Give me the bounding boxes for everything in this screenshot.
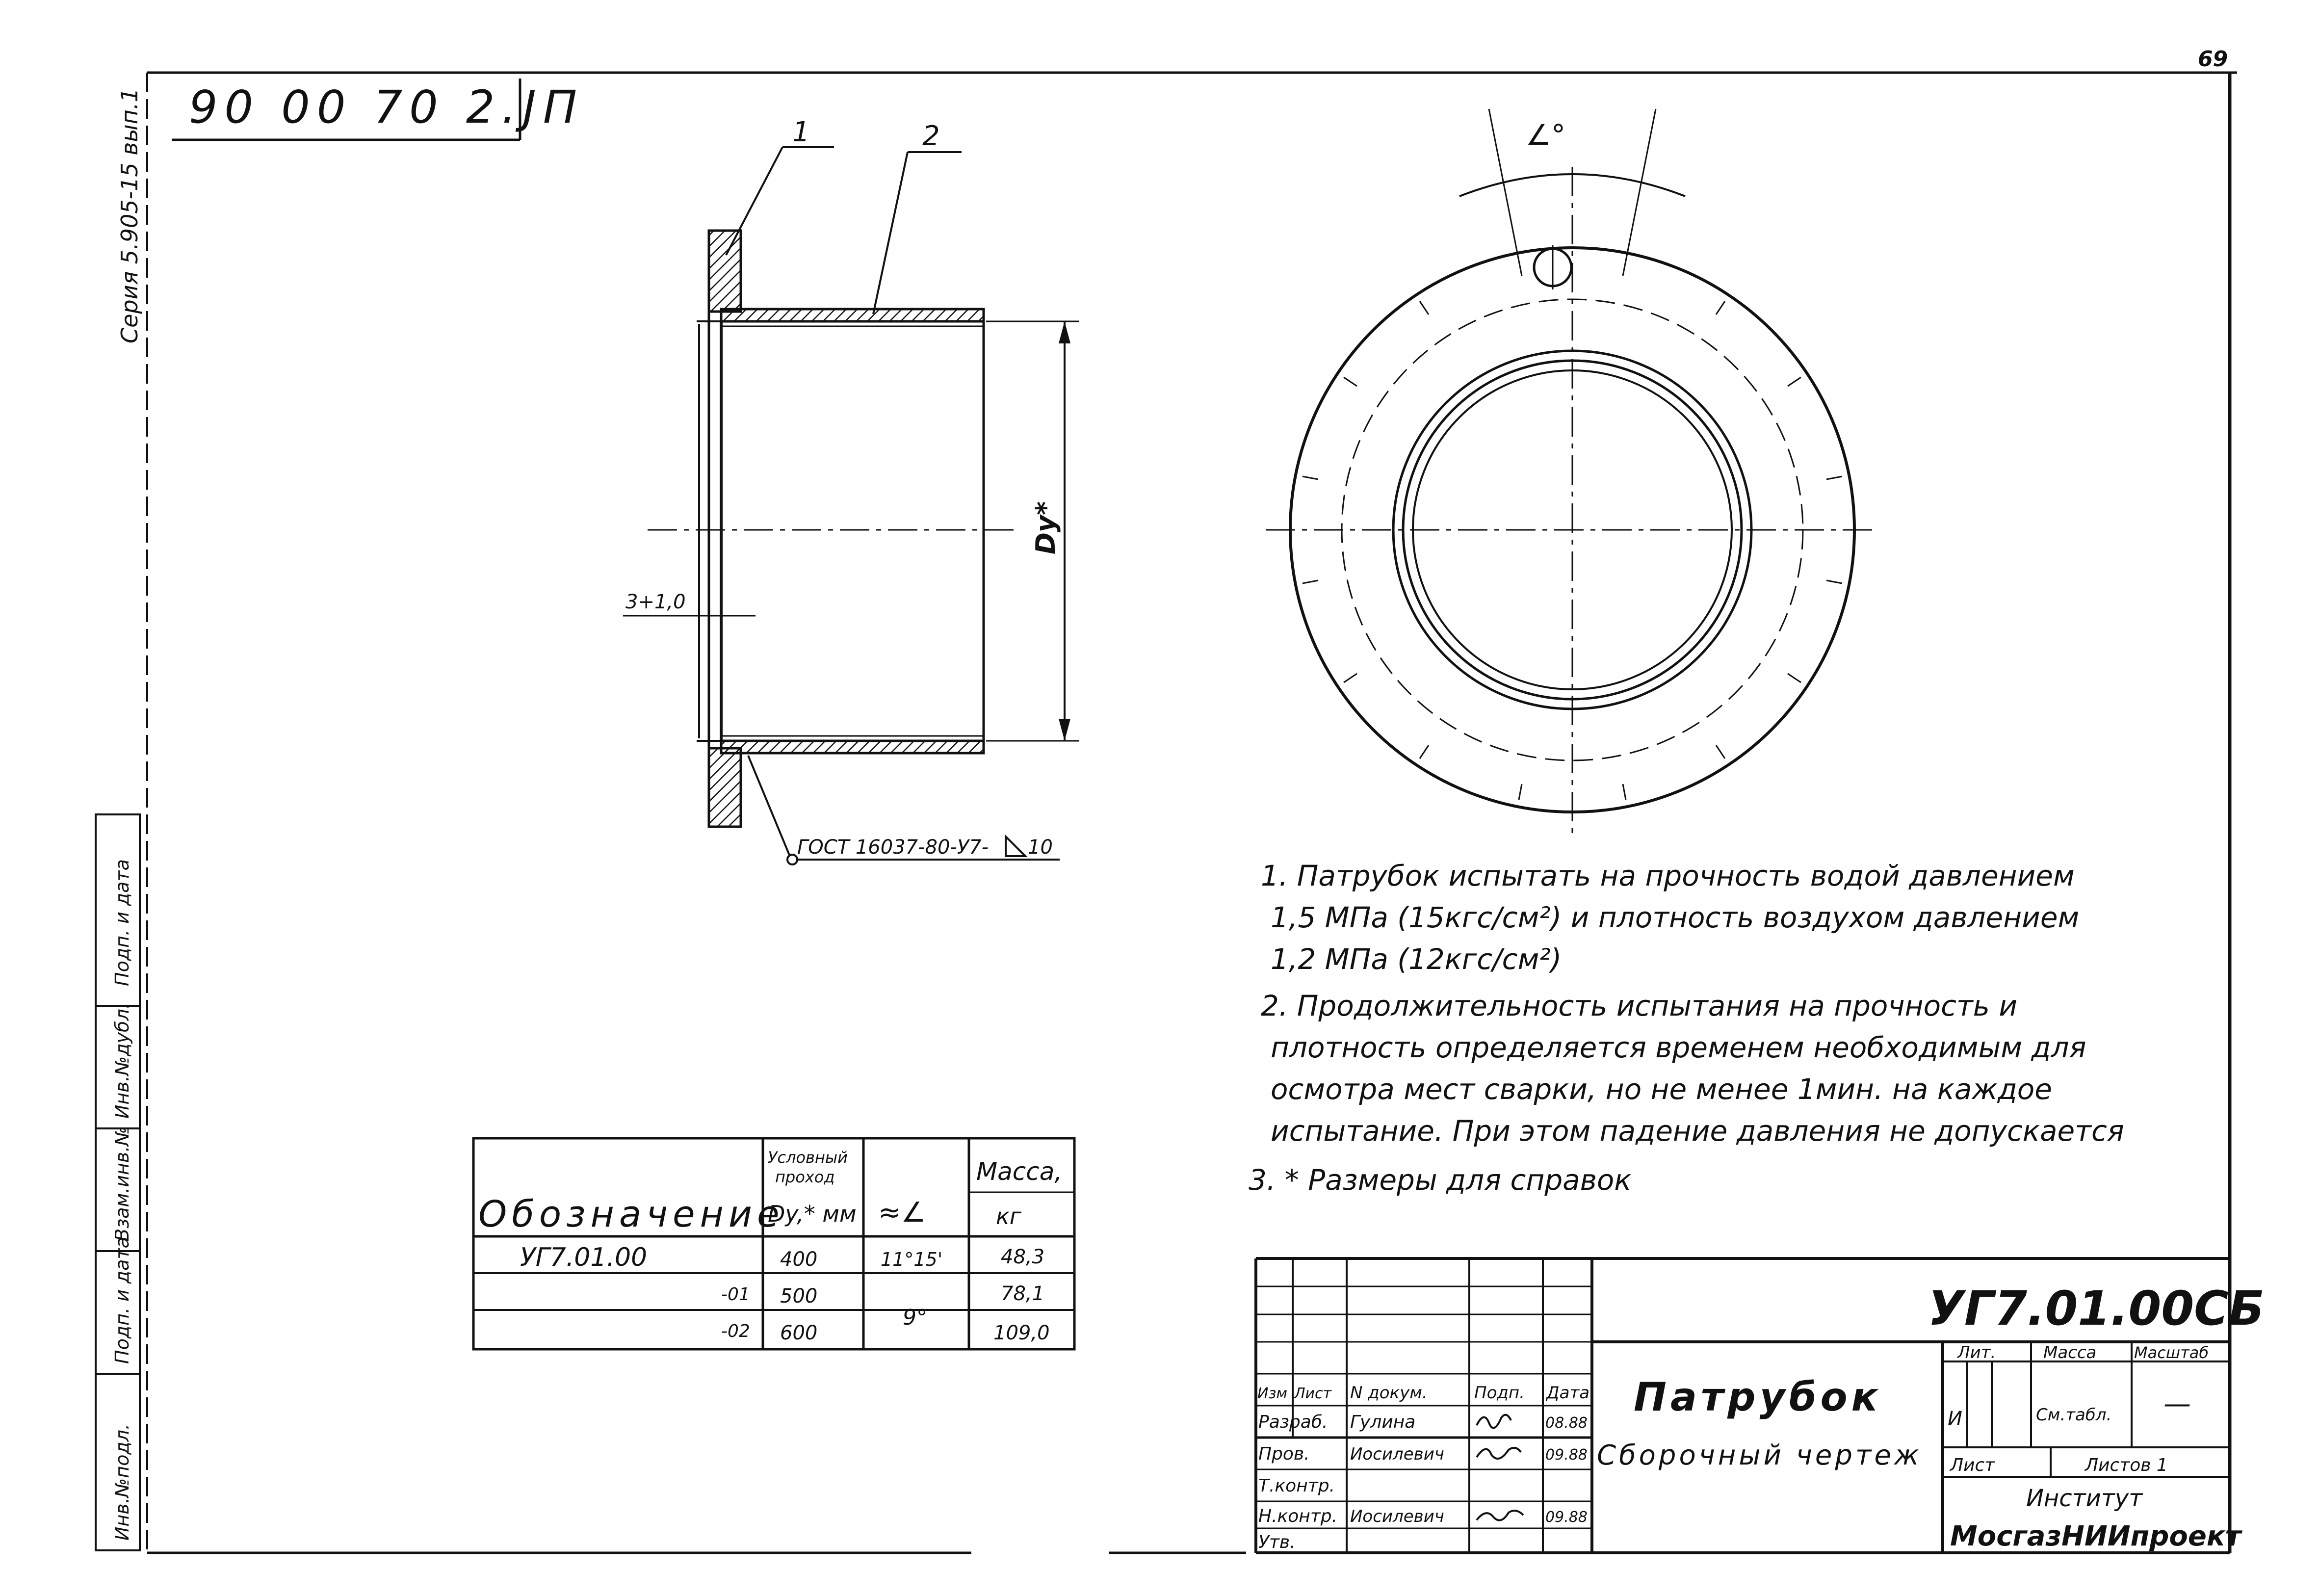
note-line-6: осмотра мест сварки, но не менее 1мин. на каждое <box>1271 1073 2052 1106</box>
th-bore-2: проход <box>775 1168 835 1186</box>
margin-cell-5: Подп. и дата <box>111 859 133 986</box>
flange-top-hatch <box>709 231 741 312</box>
row-2-dy: 500 <box>780 1285 818 1308</box>
th-mass-1: Масса, <box>976 1157 1063 1186</box>
callout-1: 1 <box>792 116 810 148</box>
tb-doc-type: Сборочный чертеж <box>1597 1439 1922 1471</box>
th-bore-3: Dy,* мм <box>768 1201 857 1227</box>
th-designation: Обозначение <box>478 1193 784 1235</box>
row-2-designation: -01 <box>721 1284 750 1305</box>
weld-note: ГОСТ 16037-80-У7- <box>797 836 989 859</box>
tb-org-2: МосгазНИИпроект <box>1950 1520 2241 1552</box>
tb-r1-signature <box>1477 1415 1511 1428</box>
tb-r4-signature <box>1477 1511 1523 1520</box>
th-angle: ≈∠ <box>878 1197 926 1229</box>
wall-bottom-hatch <box>721 741 984 753</box>
tb-mass: Масса <box>2043 1343 2097 1362</box>
note-line-2: 1,5 МПа (15кгс/см²) и плотность воздухом давлением <box>1271 901 2080 934</box>
variant-table <box>473 1138 1074 1349</box>
note-line-8: 3. * Размеры для справок <box>1249 1163 1632 1197</box>
tb-r2-signature <box>1477 1448 1521 1459</box>
weld-leg: 10 <box>1028 836 1053 859</box>
tb-r4-name: Иосилевич <box>1350 1507 1444 1526</box>
tb-sheet: Лист <box>1950 1455 1995 1475</box>
row-1-angle: 11°15' <box>881 1249 943 1270</box>
tb-h-izm: Изм <box>1257 1385 1288 1402</box>
tb-name: Патрубок <box>1634 1374 1882 1420</box>
tb-h-date: Дата <box>1546 1383 1590 1403</box>
margin-cell-3: Взам.инв.№ <box>111 1126 133 1241</box>
tb-r1-name: Гулина <box>1350 1412 1416 1432</box>
row-2-mass: 78,1 <box>1001 1282 1045 1305</box>
tb-r2-name: Иосилевич <box>1350 1444 1444 1464</box>
tb-org-1: Институт <box>2026 1485 2143 1512</box>
tb-lit: Лит. <box>1957 1343 1996 1362</box>
tb-r4-date: 09.88 <box>1545 1509 1588 1526</box>
note-line-5: плотность определяется временем необходимым для <box>1271 1031 2086 1064</box>
margin-cell-4: Инв.№дубл. <box>111 1003 133 1119</box>
sheet-frame <box>147 73 2237 1553</box>
page-number: 69 <box>2198 47 2228 72</box>
flange-bottom-hatch <box>709 748 741 827</box>
wall-top-hatch <box>721 309 984 321</box>
end-view <box>1266 109 1879 837</box>
row-1-mass: 48,3 <box>1001 1246 1045 1268</box>
tb-lit-value: И <box>1948 1408 1962 1430</box>
dim-dy: Dy* <box>1030 501 1061 554</box>
tb-h-list: Лист <box>1294 1385 1332 1402</box>
tb-scale: Масштаб <box>2134 1343 2209 1362</box>
tb-r2-date: 09.88 <box>1545 1446 1588 1464</box>
tb-r2-role: Пров. <box>1258 1444 1310 1464</box>
dim-3: 3+1,0 <box>625 591 686 613</box>
tb-h-sign: Подп. <box>1474 1383 1525 1403</box>
note-line-4: 2. Продолжительность испытания на прочность и <box>1261 989 2018 1022</box>
tb-r5-role: Утв. <box>1258 1532 1296 1552</box>
th-bore-1: Условный <box>768 1148 848 1167</box>
th-mass-2: кг <box>996 1203 1021 1230</box>
row-3-designation: -02 <box>721 1321 750 1341</box>
tb-h-doc: N докум. <box>1350 1383 1428 1403</box>
tb-sheets: Листов 1 <box>2085 1455 2168 1475</box>
technical-notes <box>1249 859 2124 1197</box>
margin-cell-1: Инв.№подл. <box>111 1423 133 1541</box>
section-view <box>623 116 1079 864</box>
tb-doc-code: УГ7.01.00СБ <box>1928 1281 2265 1336</box>
tb-mass-value: См.табл. <box>2036 1405 2112 1425</box>
row-3-dy: 600 <box>780 1322 818 1344</box>
series-label: Серия 5.905-15 вып.1 <box>116 88 143 343</box>
stamp-code: 90 00 70 2.JП <box>189 81 584 133</box>
angle-label: ∠° <box>1526 118 1565 152</box>
tb-r4-role: Н.контр. <box>1258 1506 1338 1526</box>
tb-r3-role: Т.контр. <box>1258 1476 1335 1496</box>
note-line-7: испытание. При этом падение давления не допускается <box>1271 1114 2124 1148</box>
tb-r1-date: 08.88 <box>1545 1414 1588 1432</box>
left-margin-cells <box>96 814 140 1550</box>
note-line-3: 1,2 МПа (12кгс/см²) <box>1271 942 1562 976</box>
row-1-dy: 400 <box>780 1248 818 1271</box>
top-stamp <box>172 78 584 140</box>
note-line-1: 1. Патрубок испытать на прочность водой давлением <box>1261 859 2075 892</box>
tb-r1-role: Разраб. <box>1258 1412 1328 1432</box>
row-3-mass: 109,0 <box>993 1322 1050 1344</box>
callout-2: 2 <box>922 120 940 152</box>
tb-scale-value: — <box>2163 1388 2191 1420</box>
row-1-designation: УГ7.01.00 <box>520 1243 648 1272</box>
margin-cell-2: Подп. и дата <box>111 1237 133 1364</box>
row-2-angle: 9° <box>903 1305 927 1330</box>
title-block <box>1256 1258 2265 1553</box>
